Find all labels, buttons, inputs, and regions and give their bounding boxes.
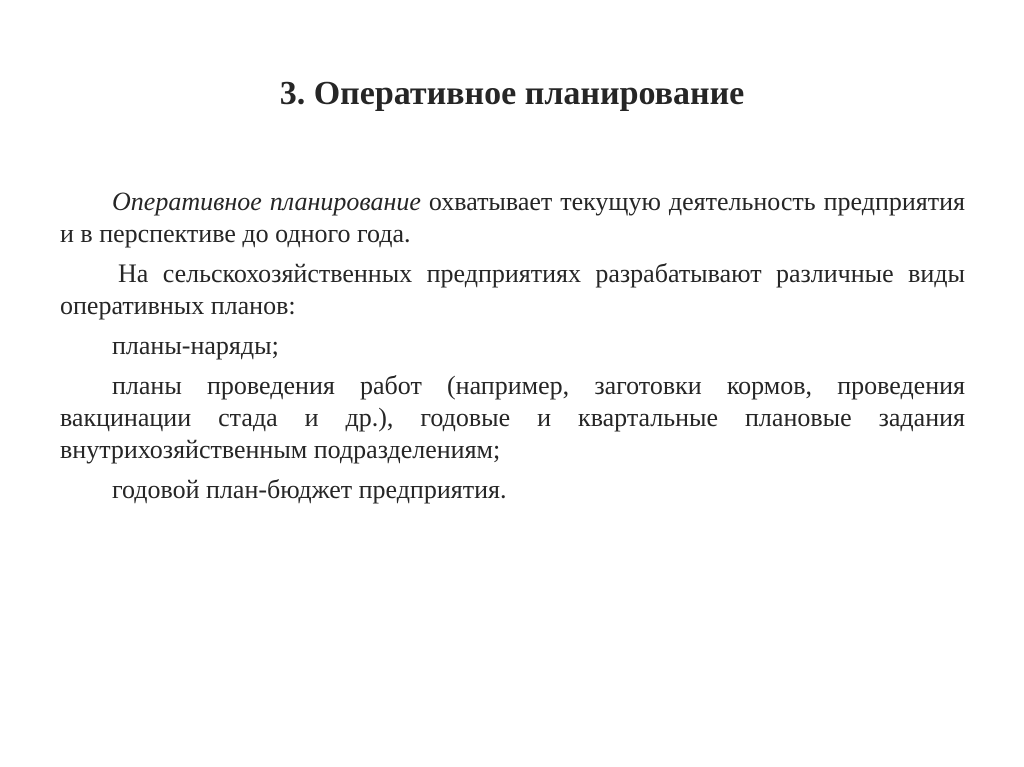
paragraph-intro: На сельскохозяйственных предприятиях разрабатывают различные виды оперативных планов:	[60, 259, 965, 320]
list-item: планы проведения работ (например, заготовки кормов, проведения вакцинации стада и др.), годовые и квартальные плановые задания внутрихозяйственным подразделениям;	[60, 371, 965, 464]
defined-term: Оперативное планирование	[112, 187, 421, 216]
paragraph-definition	[60, 186, 965, 250]
definition-text: охватывает текущую деятельность предприятия и в перспективе до одного года.	[60, 187, 966, 248]
list-item: годовой план-бюджет предприятия.	[112, 475, 507, 504]
slide-title: 3. Оперативное планирование	[279, 75, 745, 112]
list-item: планы-наряды;	[112, 331, 279, 360]
slide-body	[60, 186, 965, 514]
